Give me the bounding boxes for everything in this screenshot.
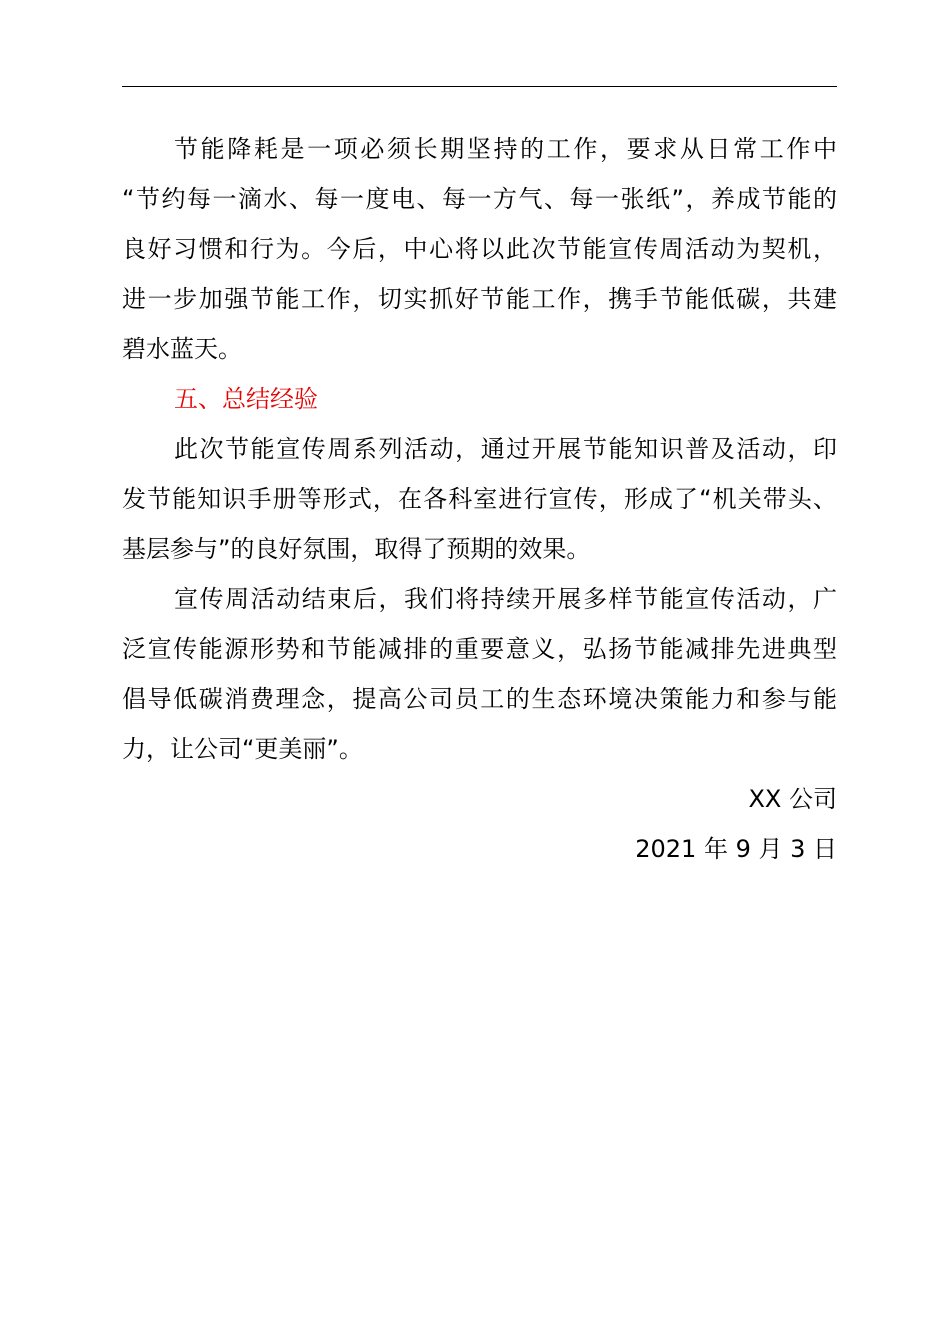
paragraph-line: 碧水蓝天。 [122,335,242,363]
paragraph-energy-saving [122,124,837,374]
paragraph-future [122,574,837,774]
document-body [122,124,837,874]
paragraph-line: 良好习惯和行为。今后，中心将以此次节能宣传周活动为契机， [122,235,837,263]
paragraph-line: 倡导低碳消费理念，提高公司员工的生态环境决策能力和参与能 [122,685,837,713]
paragraph-line: 节能降耗是一项必须长期坚持的工作，要求从日常工作中 [174,135,837,163]
paragraph-line: 基层参与”的良好氛围，取得了预期的效果。 [122,535,591,563]
paragraph-line: 发节能知识手册等形式，在各科室进行宣传，形成了“机关带头、 [122,485,837,513]
paragraph-summary [122,424,837,574]
paragraph-line: 力，让公司“更美丽”。 [122,735,363,763]
paragraph-line: 宣传周活动结束后，我们将持续开展多样节能宣传活动，广 [174,585,837,613]
header-rule [122,86,837,87]
paragraph-line: 此次节能宣传周系列活动，通过开展节能知识普及活动，印 [174,435,837,463]
paragraph-line: 进一步加强节能工作，切实抓好节能工作，携手节能低碳，共建 [122,285,837,313]
signature-company: XX 公司 [748,785,837,813]
paragraph-line: “节约每一滴水、每一度电、每一方气、每一张纸”，养成节能的 [122,185,837,213]
paragraph-line: 泛宣传能源形势和节能减排的重要意义，弘扬节能减排先进典型 [122,635,837,663]
section-heading: 五、总结经验 [174,385,318,413]
signature-date: 2021 年 9 月 3 日 [635,835,837,863]
